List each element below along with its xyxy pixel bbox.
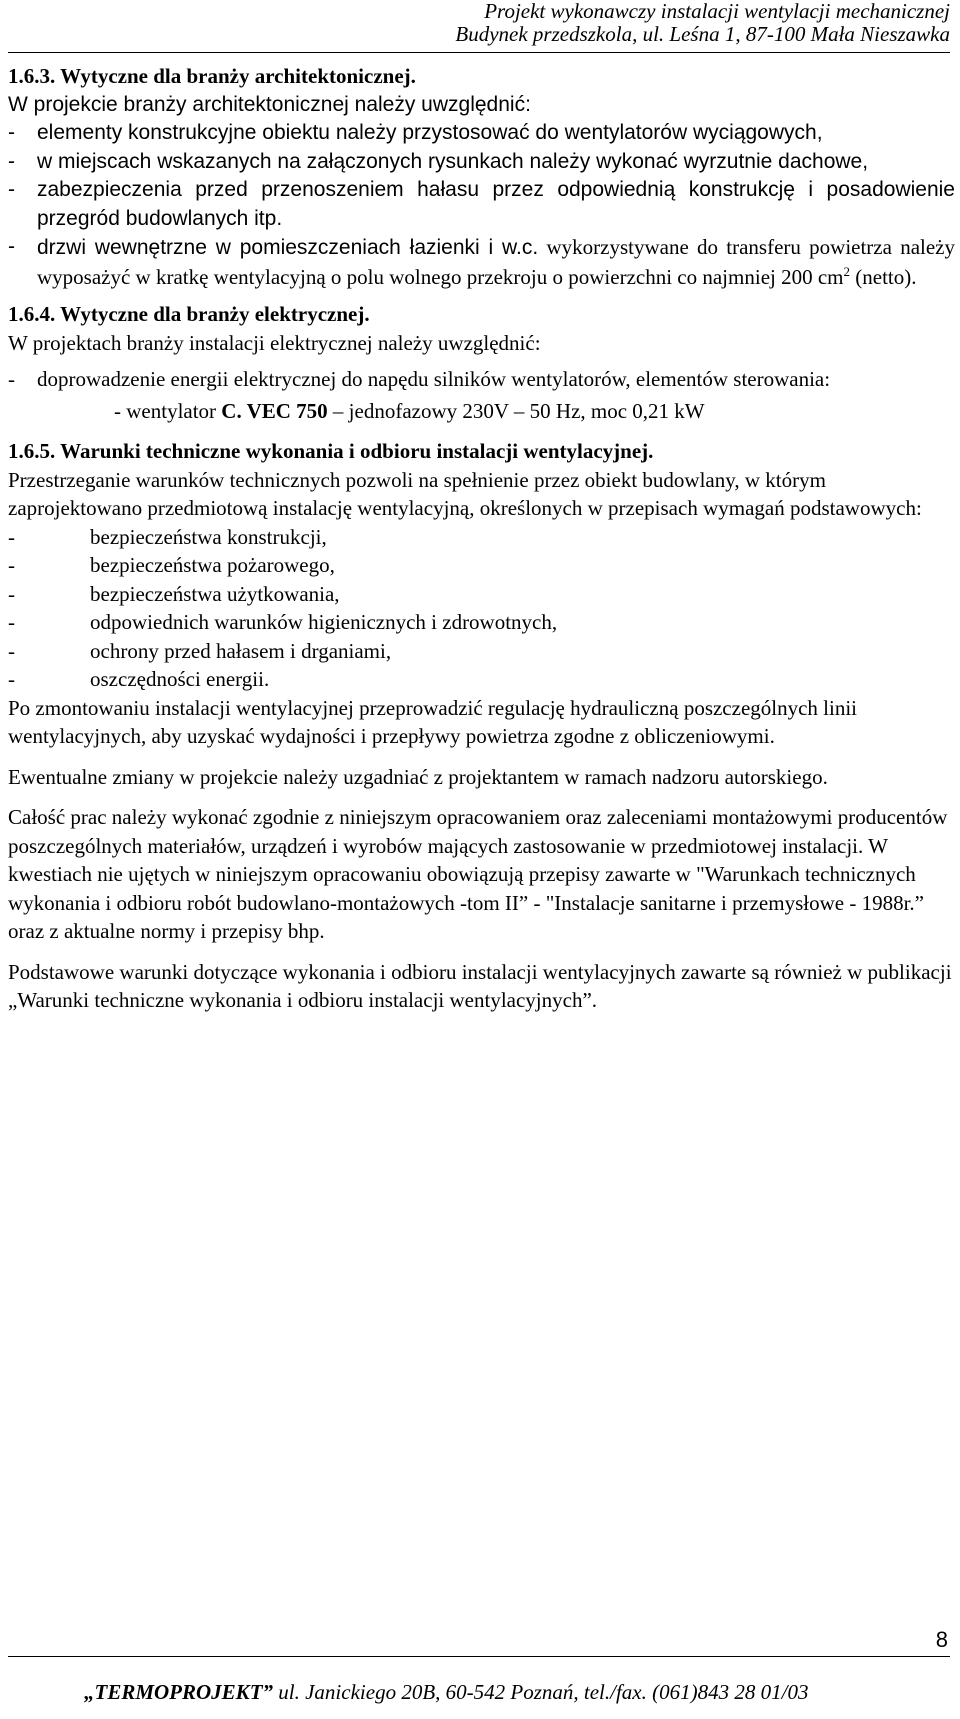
superscript-2: 2 [843, 263, 851, 279]
paragraph: Ewentualne zmiany w projekcie należy uzgadniać z projektantem w ramach nadzoru autorskiego. [8, 764, 828, 789]
list-item-text: doprowadzenie energii elektrycznej do napędu silników wentylatorów, elementów sterowania: [37, 367, 831, 391]
list-item-text: ochrony przed hałasem i drganiami, [90, 638, 392, 663]
fan-spec: – jednofazowy 230V – 50 Hz, moc 0,21 kW [327, 398, 705, 423]
list-dash: - [8, 667, 15, 691]
list-item-continuation: wykorzystywane do transferu powietrza należy wyposażyć w kratkę wentylacyjną o polu wolnego przekroju o powierzchni co najmniej 200 cm [37, 235, 955, 289]
list-dash: - [8, 610, 15, 634]
list-item [8, 580, 955, 609]
list-item [8, 148, 955, 177]
header-building-address: Budynek przedszkola, ul. Leśna 1, 87-100 Mała Nieszawka [455, 22, 950, 46]
section-intro-1-6-3: W projekcie branży architektonicznej należy uwzględnić: [8, 92, 531, 116]
list-item [8, 119, 955, 148]
section-1-6-3 [8, 62, 955, 292]
list-item-text: zabezpieczenia przed przenoszeniem hałasu przez odpowiednią konstrukcję i posadowienie przegród budowlanych itp. [37, 178, 955, 230]
list-item-text: elementy konstrukcyjne obiektu należy przystosować do wentylatorów wyciągowych, [37, 121, 823, 144]
fan-spec-line [8, 397, 955, 426]
list-dash: - [8, 235, 15, 258]
paragraph: Po zmontowaniu instalacji wentylacyjnej przeprowadzić regulację hydrauliczną poszczególnych linii wentylacyjnych, aby uzyskać wydajności i przepływy powietrza zgodne z obliczeniowymi. [8, 695, 858, 748]
list-item-text: odpowiednich warunków higienicznych i zdrowotnych, [90, 610, 558, 634]
list-item-text: bezpieczeństwa użytkowania, [90, 581, 340, 606]
footer-firm: „TERMOPROJEKT” [84, 1680, 274, 1704]
list-dash: - [8, 149, 15, 173]
list-item-text: drzwi wewnętrzne w pomieszczeniach łazienki i w.c. [37, 236, 539, 259]
list-item [8, 551, 955, 580]
paragraph: Całość prac należy wykonać zgodnie z niniejszym opracowaniem oraz zaleceniami montażowymi producentów poszczególnych materiałów, urządzeń i wyrobów mających zastosowanie w przedmiotowej instalacji. W kwestiach nie ujętych w niniejszym opracowaniu obowiązują przepisy zawarte w "Warunkach technicznych wykonania i odbioru robót budowlano-montażowych -tom II” - "Instalacje sanitarne i przemysłowe - 1988r.” oraz z aktualne normy i przepisy bhp. [8, 805, 948, 943]
section-1-6-5 [8, 437, 955, 1015]
list-item [8, 365, 955, 394]
fan-prefix: - wentylator [114, 398, 222, 423]
list-item-text: bezpieczeństwa pożarowego, [90, 553, 335, 577]
list-dash: - [8, 581, 15, 606]
section-heading-1-6-5: 1.6.5. Warunki techniczne wykonania i odbioru instalacji wentylacyjnej. [8, 439, 654, 463]
list-item-text: bezpieczeństwa konstrukcji, [90, 524, 327, 549]
list-dash: - [8, 524, 15, 549]
page-footer [84, 1680, 808, 1705]
footer-divider [8, 1656, 950, 1657]
list-dash: - [8, 553, 15, 577]
section-heading-1-6-3: 1.6.3. Wytyczne dla branży architektonicznej. [8, 64, 416, 88]
header-project-title: Projekt wykonawczy instalacji wentylacji mechanicznej [484, 0, 950, 23]
fan-model: C. VEC 750 [221, 398, 328, 423]
list-item [8, 176, 955, 233]
section-intro-1-6-4: W projektach branży instalacji elektrycznej należy uwzględnić: [8, 330, 541, 355]
list-item [8, 608, 955, 637]
footer-address: ul. Janickiego 20B, 60-542 Poznań, tel./fax. (061)843 28 01/03 [273, 1680, 809, 1704]
page-number: 8 [935, 1627, 948, 1652]
list-dash: - [8, 121, 15, 144]
list-item-text: oszczędności energii. [90, 667, 270, 691]
list-dash: - [8, 178, 15, 201]
paragraph: Podstawowe warunki dotyczące wykonania i odbioru instalacji wentylacyjnych zawarte są również w publikacji „Warunki techniczne wykonania i odbioru instalacji wentylacyjnych”. [8, 959, 952, 1012]
requirements-list [8, 523, 955, 694]
header-divider [8, 52, 950, 53]
list-item [8, 637, 955, 666]
paragraph: Przestrzeganie warunków technicznych pozwoli na spełnienie przez obiekt budowlany, w którym zaprojektowano przedmiotową instalację wentylacyjną, określonych w przepisach wymagań podstawowych: [8, 467, 922, 520]
list-item-text: w miejscach wskazanych na załączonych rysunkach należy wykonać wyrzutnie dachowe, [37, 149, 869, 173]
document-body [8, 62, 955, 1015]
list-dash: - [8, 638, 15, 663]
list-item-end: (netto). [850, 264, 917, 289]
architecture-list [8, 119, 955, 292]
section-heading-1-6-4: 1.6.4. Wytyczne dla branży elektrycznej. [8, 302, 370, 326]
list-item [8, 233, 955, 292]
list-item [8, 665, 955, 694]
list-dash: - [8, 367, 15, 391]
page-header [230, 0, 950, 46]
section-1-6-4 [8, 300, 955, 425]
list-item [8, 523, 955, 552]
